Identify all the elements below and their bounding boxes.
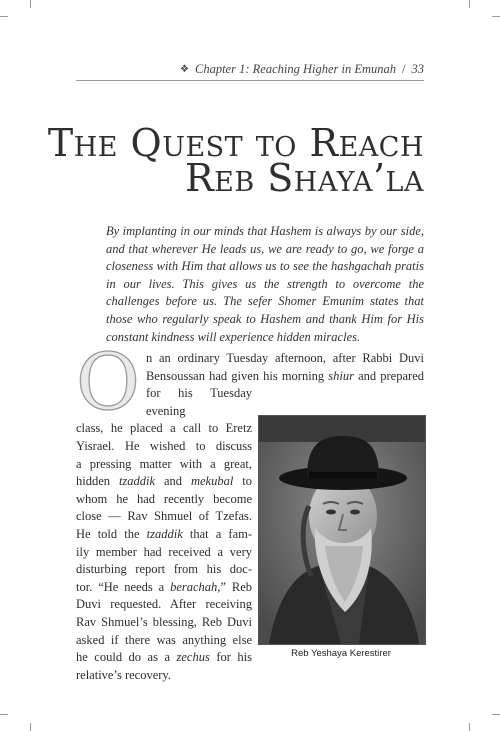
body-text-run: Bensoussan had given his morning bbox=[145, 368, 329, 383]
body-text-italic: zechus bbox=[176, 650, 210, 665]
crop-mark-top-left-h bbox=[0, 16, 8, 17]
body-text-run: to bbox=[233, 474, 252, 489]
body-line bbox=[76, 579, 252, 597]
crop-mark-bottom-right-h bbox=[492, 714, 500, 715]
body-line bbox=[76, 473, 252, 491]
body-text-italic: tzaddik bbox=[118, 474, 156, 489]
ornament-icon: ❖ bbox=[180, 64, 189, 75]
body-line: for his Tuesday evening bbox=[145, 386, 252, 418]
body-line: relative’s recovery. bbox=[76, 667, 171, 682]
section-title-line-1: The Quest to Reach bbox=[47, 121, 424, 165]
body-text-run: He told the bbox=[76, 526, 147, 541]
section-title-line-2: Reb Shaya’la bbox=[185, 156, 424, 200]
body-text-run: for his bbox=[209, 650, 252, 665]
portrait-illustration bbox=[259, 416, 425, 644]
body-line: Duvi requested. After receiving bbox=[76, 597, 252, 612]
crop-mark-bottom-left-h bbox=[0, 714, 8, 715]
crop-mark-top-right-v bbox=[469, 0, 470, 8]
body-text-run: tor. “He needs a bbox=[76, 579, 171, 594]
body-column bbox=[76, 420, 252, 684]
crop-mark-bottom-left-v bbox=[30, 723, 31, 731]
drop-cap: O bbox=[76, 338, 140, 428]
body-line bbox=[76, 649, 252, 667]
body-text-italic: berachah bbox=[170, 579, 218, 594]
page-number: 33 bbox=[411, 62, 424, 76]
body-line: ily member had received a very bbox=[76, 544, 252, 559]
body-line: class, he placed a call to Eretz bbox=[76, 421, 252, 436]
running-header-text bbox=[180, 62, 424, 77]
body-line: disturbing report from his doc- bbox=[76, 562, 252, 577]
crop-mark-bottom-right-v bbox=[469, 723, 470, 731]
crop-mark-top-right-h bbox=[492, 16, 500, 17]
body-line: asked if there was anything else bbox=[76, 632, 252, 647]
running-header bbox=[76, 62, 424, 81]
crop-mark-top-left-v bbox=[30, 0, 31, 8]
chapter-title: Chapter 1: Reaching Higher in Emunah bbox=[195, 62, 397, 76]
body-text-italic: shiur bbox=[328, 368, 354, 383]
body-line bbox=[76, 526, 252, 544]
body-text-run: he could do as a bbox=[76, 650, 177, 665]
body-text-run: ,” Reb bbox=[217, 579, 253, 594]
body-text-run: that a fam- bbox=[182, 526, 253, 541]
body-text-run: and prepared bbox=[354, 368, 424, 383]
body-text-italic: mekubal bbox=[190, 474, 234, 489]
body-line: a pressing matter with a great, bbox=[76, 456, 252, 471]
body-text-italic: tzaddik bbox=[146, 526, 183, 541]
body-line: close — Rav Shmuel of Tzefas. bbox=[76, 509, 252, 524]
body-text-run: hidden bbox=[76, 474, 119, 489]
body-line: n an ordinary Tuesday afternoon, after Rabbi Duvi bbox=[145, 351, 424, 365]
photo-caption: Reb Yeshaya Kerestirer bbox=[291, 648, 391, 659]
body-line: Yisrael. He wished to discuss bbox=[76, 438, 252, 453]
body-line: whom he had recently become bbox=[76, 491, 252, 506]
body-line: Rav Shmuel’s blessing, Reb Duvi bbox=[76, 614, 252, 629]
section-title bbox=[47, 121, 424, 200]
body-text-run: and bbox=[155, 474, 191, 489]
intro-text: By implanting in our minds that Hashem is always by our side, and that wherever He leads us, we are ready to go, we forge a closeness with Him that allows us to see the hashgachah pratis in our lives. This gives us the strength to overcome the challenges before us. The sefer Shomer Emunim states that those who regularly speak to Hashem and thank Him for His constant kindness will experience hidden miracles. bbox=[106, 224, 424, 344]
portrait-photo bbox=[258, 415, 426, 645]
intro-paragraph bbox=[106, 223, 424, 346]
header-separator: / bbox=[402, 62, 406, 76]
